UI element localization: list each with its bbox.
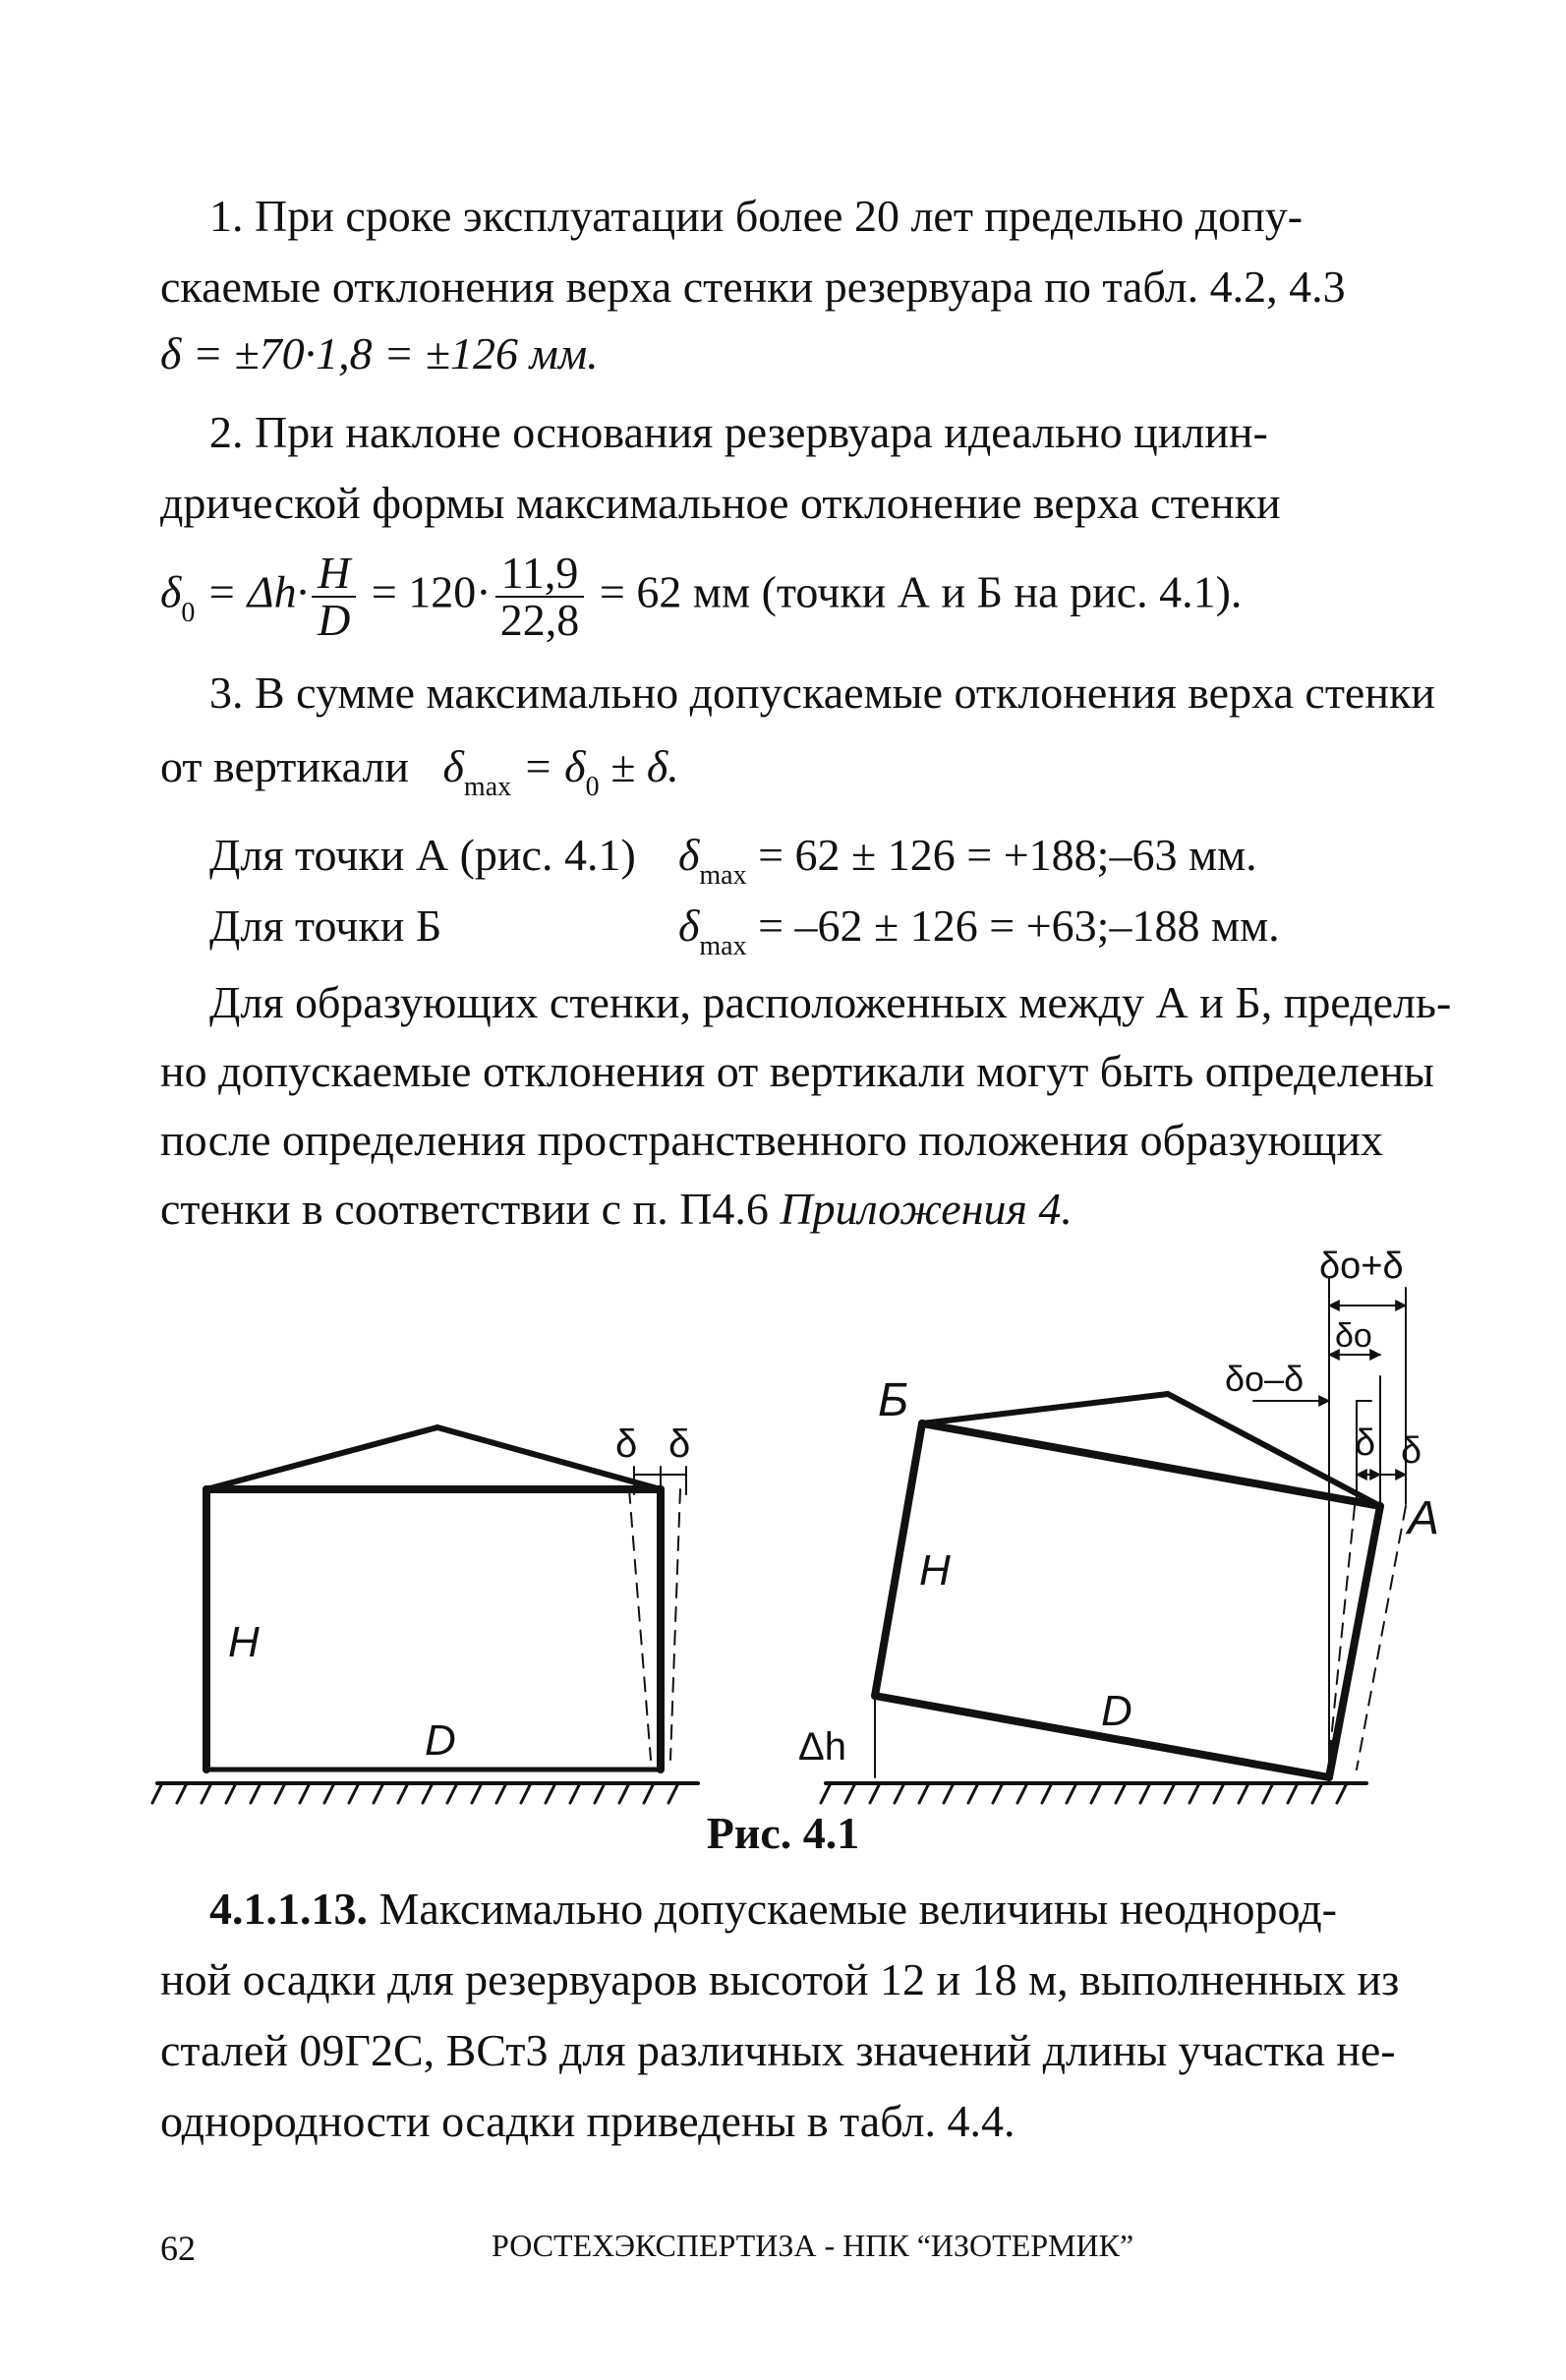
item4-line1: 4.1.1.13. Максимально допускаемые величины неоднород-: [209, 1884, 1337, 1934]
right-do-label: δo: [1335, 1317, 1372, 1355]
item4-line4: однородности осадки приведены в табл. 4.4.: [160, 2096, 1015, 2146]
point-a-value: $\delta_{max} = 62 \pm 126$ = +188;–63 мм.: [678, 830, 1257, 891]
right-h-label: H: [919, 1546, 951, 1595]
item2-formula: $\delta_0 = \Delta h\cdot$ $\frac{H}{D}$ = 120· $\frac{11,9}{22,8}$ = 62 мм (точки А и Б на рис. 4.1).: [160, 548, 1243, 645]
item2-line2: дрической формы максимальное отклонение верха стенки: [160, 478, 1281, 528]
publisher-footer: РОСТЕХЭКСПЕРТИЗА - НПК “ИЗОТЕРМИК”: [492, 2228, 1134, 2263]
right-domd-label: δo–δ: [1225, 1359, 1305, 1399]
right-delta2-label: δ: [1401, 1430, 1422, 1472]
right-b-label: Б: [878, 1374, 909, 1426]
left-d-label: D: [425, 1716, 456, 1765]
right-a-label: A: [1408, 1492, 1440, 1544]
item4-line3: сталей 09Г2С, ВСт3 для различных значений длины участка не-: [160, 2025, 1396, 2075]
item2-line1: 2. При наклоне основания резервуара идеально цилин-: [209, 407, 1268, 457]
point-b-value: $\delta_{max} = -62 \pm 126$ = +63;–188 мм.: [678, 900, 1280, 961]
figure-caption: Рис. 4.1: [706, 1808, 860, 1858]
item1-line2: скаемые отклонения верха стенки резервуара по табл. 4.2, 4.3: [160, 261, 1346, 312]
para-line1: Для образующих стенки, расположенных между А и Б, предель-: [209, 977, 1452, 1027]
point-b-label: Для точки Б: [209, 900, 442, 951]
right-delta1-label: δ: [1355, 1422, 1376, 1464]
point-a-label: Для точки А (рис. 4.1): [209, 830, 636, 880]
item3-line1: 3. В сумме максимально допускаемые отклонения верха стенки: [209, 668, 1435, 718]
right-dopd-label: δo+δ: [1319, 1246, 1404, 1287]
left-delta1-label: δ: [615, 1422, 638, 1466]
left-h-label: H: [228, 1618, 260, 1666]
item4-line2: ной осадки для резервуаров высотой 12 и 18 м, выполненных из: [160, 1954, 1400, 2004]
para-line4: стенки в соответствии с п. П4.6 Приложения 4.: [160, 1184, 1073, 1234]
right-d-label: D: [1101, 1687, 1132, 1735]
item3-line2: от вертикали $\delta_{max} = \delta_0 \pm \delta$.: [160, 741, 679, 802]
page-number: 62: [160, 2229, 196, 2268]
item1-line3: δ = ±70·1,8 = ±126 мм.: [160, 328, 599, 378]
para-line3: после определения пространственного положения образующих: [160, 1115, 1384, 1165]
item1-line1: 1. При сроке эксплуатации более 20 лет предельно допу-: [209, 191, 1304, 241]
left-delta2-label: δ: [668, 1422, 691, 1466]
right-dh-label: Δh: [798, 1725, 846, 1769]
para-line2: но допускаемые отклонения от вертикали могут быть определены: [160, 1046, 1434, 1096]
